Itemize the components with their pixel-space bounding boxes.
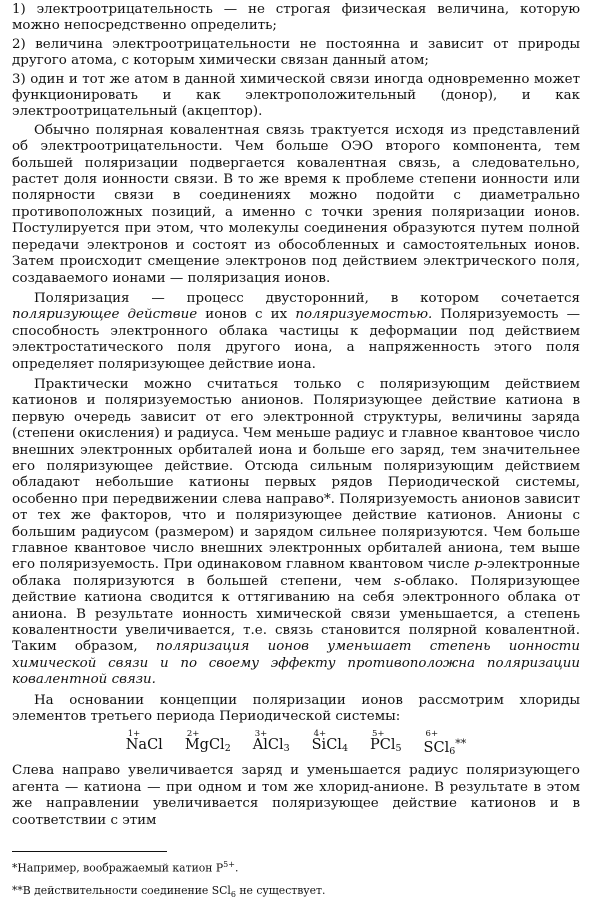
paragraph-electronegativity: Обычно полярная ковалентная связь трактуется исходя из представлений об электроотрицательности. Чем больше ОЭО второго компонента, тем большей поляризации подвергается ковалентная связь, а следовательно, растет доля ионности связи. В то же время к проблеме степени ионности или полярности связи в соединениях можно подойти с диаметрально противоположных позиций, а именно с точки зрения поляризации ионов. Постулируется при этом, что молекулы соединения образуются путем полной передачи электронов и состоят из обособленных и самостоятельных ионов. Затем происходит смещение электронов под действием электрического поля, создаваемого ионами — поляризация ионов. xyxy=(12,122,580,286)
text-fragment: ионов с их xyxy=(197,307,296,323)
element: Cl xyxy=(208,737,225,754)
text-fragment: Поляризуемость — способность электронного облака частицы к деформации под действием электростатического поля другого иона, а напряженность этого поля определяет поляризующее действие иона. xyxy=(12,307,581,372)
formula-sicl4 xyxy=(312,731,348,757)
list-item-3: 3) один и тот же атом в данной химической связи иногда одновременно может функционировать и как электроположительный (донор), и как электроотрицательный (акцептор). xyxy=(12,71,580,120)
element: Na xyxy=(125,737,148,754)
footnote-text: . xyxy=(234,861,239,875)
formula-mgcl2 xyxy=(185,731,231,757)
term-polarizability: поляризуемостью. xyxy=(295,307,433,323)
element: Cl xyxy=(379,737,396,754)
oxidation-state: 3+ xyxy=(254,729,268,740)
footnote-marker: ** xyxy=(455,737,467,751)
paragraph-polarization xyxy=(12,291,580,373)
formula-pcl5 xyxy=(370,731,402,757)
element: Cl xyxy=(147,737,163,754)
element: Mg xyxy=(184,737,209,754)
conclusion-emphasis: поляризация ионов уменьшает степень ионности химической связи и по своему эффекту противоположна поляризации ковалентной связи. xyxy=(12,639,581,688)
element: Cl xyxy=(326,737,342,754)
footnote-divider xyxy=(12,851,167,852)
oxidation-state: 2+ xyxy=(186,729,200,740)
oxidation-state: 5+ xyxy=(371,729,385,740)
term-p: p xyxy=(474,557,483,573)
oxidation-state: 4+ xyxy=(313,729,327,740)
footnote-text: не существует. xyxy=(235,883,326,897)
list-item-1: 1) электроотрицательность — не строгая физическая величина, которую можно непосредственно определить; xyxy=(12,2,580,34)
superscript: 5+ xyxy=(223,860,235,870)
footnote-1 xyxy=(12,858,580,876)
subscript: 4 xyxy=(341,743,348,755)
formula-alcl3 xyxy=(253,731,290,757)
element: P xyxy=(369,737,380,754)
subscript: 6 xyxy=(230,889,236,899)
element: Si xyxy=(311,737,327,754)
element: S xyxy=(423,740,434,757)
footnote-text: *Например, воображаемый катион P xyxy=(12,861,224,875)
term-polarizing-action: поляризующее действие xyxy=(12,307,198,323)
list-item-2: 2) величина электроотрицательности не постоянна и зависит от природы другого атома, с которым химически связан данный атом; xyxy=(12,36,580,69)
term-s: s xyxy=(393,573,401,589)
formula-scl6 xyxy=(424,731,467,757)
element: Cl xyxy=(433,740,450,757)
text-fragment: -облако. Поляризующее действие катиона сводится к оттягиванию на себя электронного облака от аниона. В результате ионность химической связи уменьшается, а степень ковалентности увеличивается, т.е. связь становится полярной ковалентной. Таким образом, xyxy=(12,573,580,655)
text-fragment: Поляризация — процесс двусторонний, в котором сочетается xyxy=(34,290,580,306)
paragraph-chlorides-intro: На основании концепции поляризации ионов рассмотрим хлориды элементов третьего периода Периодической системы: xyxy=(12,692,580,725)
formula-nacl xyxy=(126,731,163,757)
subscript: 5 xyxy=(395,743,402,755)
text-fragment: Практически можно считаться только с поляризующим действием катионов и поляризуемостью анионов. Поляризующее действие катиона в первую очередь зависит от его электронной структуры, величины заряда (степени окисления) и радиуса. Чем меньше радиус и главное квантовое число внешних электронных орбиталей иона и больше его заряд, тем значительнее его поляризующее действие. Отсюда сильным поляризующим действием обладают небольшие катионы первых рядов Периодической системы, особенно при передвижении слева направо*. Поляризуемость анионов зависит от тех же факторов, что и поляризующее действие катионов. Анионы с большим радиусом (размером) и зарядом сильнее поляризуются. Чем больше главное квантовое число внешних электронных орбиталей аниона, тем выше его поляризуемость. При одинаковом главном квантовом числе xyxy=(12,376,580,573)
element: Al xyxy=(252,737,268,754)
oxidation-state: 1+ xyxy=(127,729,141,740)
text-fragment: -электронные облака поляризуются в большей степени, чем xyxy=(12,557,580,589)
subscript: 6 xyxy=(449,746,456,758)
chloride-formulas xyxy=(12,731,580,757)
element: Cl xyxy=(267,737,284,754)
paragraph-trend: Слева направо увеличивается заряд и уменьшается радиус поляризующего агента — катиона — при одном и том же хлорид-анионе. В результате в этом же направлении увеличивается поляризующее действие катионов и в соответствии с этим xyxy=(12,763,580,828)
paragraph-cations-anions xyxy=(12,377,580,689)
footnote-2 xyxy=(12,884,580,902)
subscript: 2 xyxy=(224,743,231,755)
footnote-text: **В действительности соединение SCl xyxy=(12,883,231,897)
oxidation-state: 6+ xyxy=(425,729,439,740)
subscript: 3 xyxy=(283,743,290,755)
